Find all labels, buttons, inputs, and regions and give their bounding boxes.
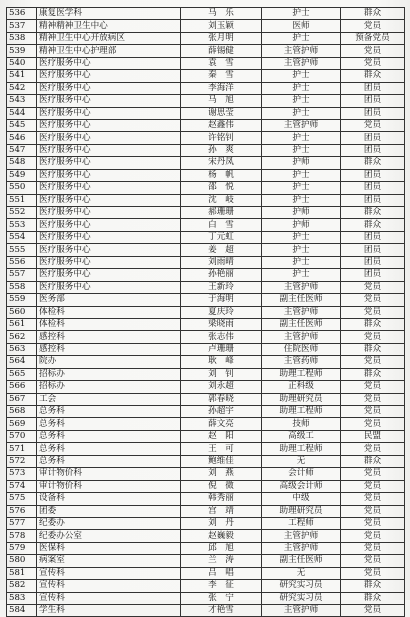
row-number-cell: 561 [7,318,37,330]
job-title-cell: 护士 [262,8,341,20]
political-status-cell: 团员 [341,231,405,243]
name-cell: 兰 涛 [181,555,262,567]
table-row [7,468,405,480]
political-status-cell: 党员 [341,281,405,293]
table-row [7,8,405,20]
name-cell: 王 可 [181,443,262,455]
political-status-cell: 党员 [341,294,405,306]
political-status-cell: 党员 [341,517,405,529]
table-row [7,306,405,318]
department-cell: 设备科 [37,493,181,505]
row-number-cell: 545 [7,119,37,131]
political-status-cell: 团员 [341,82,405,94]
political-status-cell: 团员 [341,107,405,119]
department-cell: 总务科 [37,455,181,467]
job-title-cell: 主管护师 [262,306,341,318]
department-cell: 感控科 [37,331,181,343]
name-cell: 邱 旭 [181,542,262,554]
name-cell: 梁晓雨 [181,318,262,330]
political-status-cell: 团员 [341,132,405,144]
row-number-cell: 577 [7,517,37,529]
name-cell: 刘 丹 [181,517,262,529]
name-cell: 才艳雪 [181,605,262,617]
department-cell: 学生科 [37,605,181,617]
job-title-cell: 主管药师 [262,356,341,368]
job-title-cell: 研究实习员 [262,580,341,592]
row-number-cell: 548 [7,157,37,169]
name-cell: 孙 爽 [181,144,262,156]
row-number-cell: 558 [7,281,37,293]
department-cell: 工会 [37,393,181,405]
name-cell: 鲍维佳 [181,455,262,467]
political-status-cell: 团员 [341,95,405,107]
job-title-cell: 助理工程师 [262,406,341,418]
name-cell: 刘 钊 [181,368,262,380]
department-cell: 病案室 [37,555,181,567]
department-cell: 宣传科 [37,567,181,579]
job-title-cell: 助理工程师 [262,443,341,455]
department-cell: 精神卫生中心开放病区 [37,32,181,44]
job-title-cell: 技师 [262,418,341,430]
name-cell: 丁元虹 [181,231,262,243]
political-status-cell: 党员 [341,493,405,505]
row-number-cell: 540 [7,57,37,69]
department-cell: 医疗服务中心 [37,57,181,69]
department-cell: 医疗服务中心 [37,231,181,243]
political-status-cell: 群众 [341,368,405,380]
department-cell: 感控科 [37,343,181,355]
job-title-cell: 主管护师 [262,281,341,293]
political-status-cell: 党员 [341,393,405,405]
row-number-cell: 546 [7,132,37,144]
political-status-cell: 党员 [341,443,405,455]
name-cell: 王新玲 [181,281,262,293]
job-title-cell: 护士 [262,231,341,243]
job-title-cell: 护士 [262,182,341,194]
table-row [7,318,405,330]
name-cell: 夏庆玲 [181,306,262,318]
table-row [7,219,405,231]
table-row [7,95,405,107]
name-cell: 张 宁 [181,592,262,604]
table-row [7,381,405,393]
name-cell: 耿 峰 [181,356,262,368]
row-number-cell: 580 [7,555,37,567]
name-cell: 许铭钊 [181,132,262,144]
job-title-cell: 研究实习员 [262,592,341,604]
table-row [7,418,405,430]
name-cell: 刘永超 [181,381,262,393]
name-cell: 沈 岐 [181,194,262,206]
row-number-cell: 573 [7,468,37,480]
political-status-cell: 党员 [341,555,405,567]
political-status-cell: 团员 [341,169,405,181]
job-title-cell: 副主任医师 [262,294,341,306]
table-row [7,542,405,554]
job-title-cell: 护士 [262,269,341,281]
table-row [7,567,405,579]
job-title-cell: 护士 [262,244,341,256]
row-number-cell: 560 [7,306,37,318]
department-cell: 宣传科 [37,592,181,604]
table-row [7,107,405,119]
job-title-cell: 正科级 [262,381,341,393]
department-cell: 康复医学科 [37,8,181,20]
table-row [7,505,405,517]
row-number-cell: 582 [7,580,37,592]
row-number-cell: 572 [7,455,37,467]
job-title-cell: 助理工程师 [262,368,341,380]
table-row [7,256,405,268]
department-cell: 纪委办公室 [37,530,181,542]
job-title-cell: 助理研究员 [262,505,341,517]
job-title-cell: 无 [262,455,341,467]
political-status-cell: 群众 [341,8,405,20]
name-cell: 刘 燕 [181,468,262,480]
department-cell: 医疗服务中心 [37,82,181,94]
political-status-cell: 党员 [341,505,405,517]
department-cell: 医疗服务中心 [37,95,181,107]
row-number-cell: 569 [7,418,37,430]
row-number-cell: 537 [7,20,37,32]
political-status-cell: 党员 [341,567,405,579]
department-cell: 医疗服务中心 [37,70,181,82]
job-title-cell: 高级工 [262,430,341,442]
department-cell: 宣传科 [37,580,181,592]
table-row [7,430,405,442]
job-title-cell: 助理研究员 [262,393,341,405]
table-row [7,368,405,380]
job-title-cell: 护士 [262,194,341,206]
name-cell: 薛锡健 [181,45,262,57]
roster-body [7,8,405,617]
name-cell: 马 旭 [181,95,262,107]
department-cell: 医疗服务中心 [37,244,181,256]
political-status-cell: 党员 [341,356,405,368]
name-cell: 谢思莹 [181,107,262,119]
department-cell: 院办 [37,356,181,368]
table-row [7,157,405,169]
table-row [7,580,405,592]
staff-roster-table [6,7,405,617]
table-row [7,443,405,455]
name-cell: 秦 雪 [181,70,262,82]
department-cell: 医务部 [37,294,181,306]
department-cell: 招标办 [37,368,181,380]
department-cell: 医疗服务中心 [37,157,181,169]
table-row [7,132,405,144]
job-title-cell: 护师 [262,207,341,219]
row-number-cell: 576 [7,505,37,517]
table-row [7,244,405,256]
job-title-cell: 护士 [262,70,341,82]
job-title-cell: 护师 [262,219,341,231]
table-row [7,530,405,542]
department-cell: 医疗服务中心 [37,207,181,219]
department-cell: 总务科 [37,418,181,430]
political-status-cell: 党员 [341,20,405,32]
department-cell: 审计物价科 [37,480,181,492]
department-cell: 体检科 [37,306,181,318]
row-number-cell: 570 [7,430,37,442]
job-title-cell: 护士 [262,32,341,44]
table-row [7,393,405,405]
department-cell: 医疗服务中心 [37,219,181,231]
name-cell: 刘雨晴 [181,256,262,268]
political-status-cell: 民盟 [341,430,405,442]
political-status-cell: 团员 [341,256,405,268]
table-row [7,207,405,219]
job-title-cell: 护士 [262,144,341,156]
political-status-cell: 党员 [341,57,405,69]
political-status-cell: 党员 [341,306,405,318]
row-number-cell: 547 [7,144,37,156]
job-title-cell: 副主任医师 [262,555,341,567]
table-row [7,231,405,243]
job-title-cell: 工程师 [262,517,341,529]
department-cell: 医疗服务中心 [37,169,181,181]
row-number-cell: 575 [7,493,37,505]
department-cell: 总务科 [37,430,181,442]
department-cell: 审计物价科 [37,468,181,480]
department-cell: 医保科 [37,542,181,554]
department-cell: 团委 [37,505,181,517]
name-cell: 袁 雪 [181,57,262,69]
political-status-cell: 群众 [341,207,405,219]
department-cell: 医疗服务中心 [37,119,181,131]
row-number-cell: 542 [7,82,37,94]
name-cell: 于海明 [181,294,262,306]
name-cell: 郭春晓 [181,393,262,405]
table-row [7,45,405,57]
job-title-cell: 会计师 [262,468,341,480]
row-number-cell: 559 [7,294,37,306]
political-status-cell: 群众 [341,157,405,169]
name-cell: 宋丹凤 [181,157,262,169]
name-cell: 赵巍毅 [181,530,262,542]
job-title-cell: 无 [262,567,341,579]
table-row [7,480,405,492]
table-row [7,331,405,343]
table-row [7,57,405,69]
row-number-cell: 568 [7,406,37,418]
table-row [7,343,405,355]
row-number-cell: 571 [7,443,37,455]
political-status-cell: 团员 [341,269,405,281]
row-number-cell: 550 [7,182,37,194]
row-number-cell: 564 [7,356,37,368]
political-status-cell: 群众 [341,455,405,467]
name-cell: 韩秀丽 [181,493,262,505]
row-number-cell: 555 [7,244,37,256]
table-row [7,406,405,418]
political-status-cell: 群众 [341,219,405,231]
row-number-cell: 579 [7,542,37,554]
department-cell: 医疗服务中心 [37,182,181,194]
job-title-cell: 护士 [262,107,341,119]
job-title-cell: 主管护师 [262,331,341,343]
department-cell: 精神卫生中心护理部 [37,45,181,57]
table-row [7,281,405,293]
row-number-cell: 563 [7,343,37,355]
department-cell: 医疗服务中心 [37,281,181,293]
table-row [7,20,405,32]
table-row [7,194,405,206]
table-row [7,605,405,617]
job-title-cell: 主管护师 [262,542,341,554]
row-number-cell: 557 [7,269,37,281]
job-title-cell: 护士 [262,256,341,268]
row-number-cell: 565 [7,368,37,380]
name-cell: 赵鑫伟 [181,119,262,131]
job-title-cell: 护士 [262,169,341,181]
political-status-cell: 党员 [341,45,405,57]
row-number-cell: 552 [7,207,37,219]
department-cell: 体检科 [37,318,181,330]
row-number-cell: 549 [7,169,37,181]
political-status-cell: 党员 [341,381,405,393]
table-row [7,356,405,368]
table-row [7,70,405,82]
department-cell: 医疗服务中心 [37,107,181,119]
table-row [7,144,405,156]
row-number-cell: 553 [7,219,37,231]
job-title-cell: 主管护师 [262,57,341,69]
row-number-cell: 554 [7,231,37,243]
name-cell: 赵 阳 [181,430,262,442]
department-cell: 医疗服务中心 [37,269,181,281]
department-cell: 招标办 [37,381,181,393]
row-number-cell: 567 [7,393,37,405]
table-row [7,269,405,281]
name-cell: 白 雪 [181,219,262,231]
name-cell: 孙艳丽 [181,269,262,281]
department-cell: 总务科 [37,443,181,455]
department-cell: 纪委办 [37,517,181,529]
name-cell: 邵 悦 [181,182,262,194]
job-title-cell: 护士 [262,95,341,107]
political-status-cell: 党员 [341,406,405,418]
job-title-cell: 住院医师 [262,343,341,355]
job-title-cell: 主管护师 [262,119,341,131]
political-status-cell: 团员 [341,194,405,206]
name-cell: 张月明 [181,32,262,44]
row-number-cell: 551 [7,194,37,206]
name-cell: 郝珊珊 [181,207,262,219]
job-title-cell: 护士 [262,82,341,94]
political-status-cell: 团员 [341,144,405,156]
row-number-cell: 581 [7,567,37,579]
row-number-cell: 536 [7,8,37,20]
name-cell: 李海洋 [181,82,262,94]
table-row [7,294,405,306]
job-title-cell: 主管护师 [262,605,341,617]
row-number-cell: 562 [7,331,37,343]
row-number-cell: 544 [7,107,37,119]
political-status-cell: 团员 [341,182,405,194]
political-status-cell: 群众 [341,343,405,355]
name-cell: 李 征 [181,580,262,592]
political-status-cell: 党员 [341,542,405,554]
name-cell: 杨 帆 [181,169,262,181]
department-cell: 医疗服务中心 [37,132,181,144]
political-status-cell: 团员 [341,244,405,256]
political-status-cell: 党员 [341,605,405,617]
name-cell: 薛文亮 [181,418,262,430]
department-cell: 总务科 [37,406,181,418]
row-number-cell: 543 [7,95,37,107]
job-title-cell: 主管护师 [262,45,341,57]
table-row [7,119,405,131]
name-cell: 马 乐 [181,8,262,20]
row-number-cell: 578 [7,530,37,542]
department-cell: 医疗服务中心 [37,194,181,206]
political-status-cell: 党员 [341,418,405,430]
row-number-cell: 538 [7,32,37,44]
table-row [7,32,405,44]
political-status-cell: 党员 [341,331,405,343]
table-row [7,493,405,505]
department-cell: 医疗服务中心 [37,256,181,268]
row-number-cell: 584 [7,605,37,617]
row-number-cell: 574 [7,480,37,492]
table-row [7,517,405,529]
table-row [7,455,405,467]
political-status-cell: 党员 [341,480,405,492]
department-cell: 医疗服务中心 [37,144,181,156]
name-cell: 姜 超 [181,244,262,256]
name-cell: 张志伟 [181,331,262,343]
job-title-cell: 主管护师 [262,530,341,542]
political-status-cell: 党员 [341,530,405,542]
table-row [7,182,405,194]
name-cell: 卢珊珊 [181,343,262,355]
political-status-cell: 群众 [341,580,405,592]
row-number-cell: 556 [7,256,37,268]
job-title-cell: 护师 [262,157,341,169]
row-number-cell: 539 [7,45,37,57]
row-number-cell: 566 [7,381,37,393]
job-title-cell: 高级会计师 [262,480,341,492]
political-status-cell: 党员 [341,119,405,131]
job-title-cell: 副主任医师 [262,318,341,330]
department-cell: 精神精神卫生中心 [37,20,181,32]
political-status-cell: 预备党员 [341,32,405,44]
political-status-cell: 群众 [341,318,405,330]
table-row [7,169,405,181]
table-row [7,555,405,567]
name-cell: 宫 靖 [181,505,262,517]
political-status-cell: 群众 [341,592,405,604]
table-row [7,592,405,604]
job-title-cell: 护士 [262,132,341,144]
job-title-cell: 中级 [262,493,341,505]
row-number-cell: 583 [7,592,37,604]
political-status-cell: 党员 [341,468,405,480]
row-number-cell: 541 [7,70,37,82]
job-title-cell: 医师 [262,20,341,32]
name-cell: 孙超宇 [181,406,262,418]
name-cell: 倪 微 [181,480,262,492]
political-status-cell: 群众 [341,70,405,82]
name-cell: 吕 唱 [181,567,262,579]
table-row [7,82,405,94]
name-cell: 刘玉颖 [181,20,262,32]
